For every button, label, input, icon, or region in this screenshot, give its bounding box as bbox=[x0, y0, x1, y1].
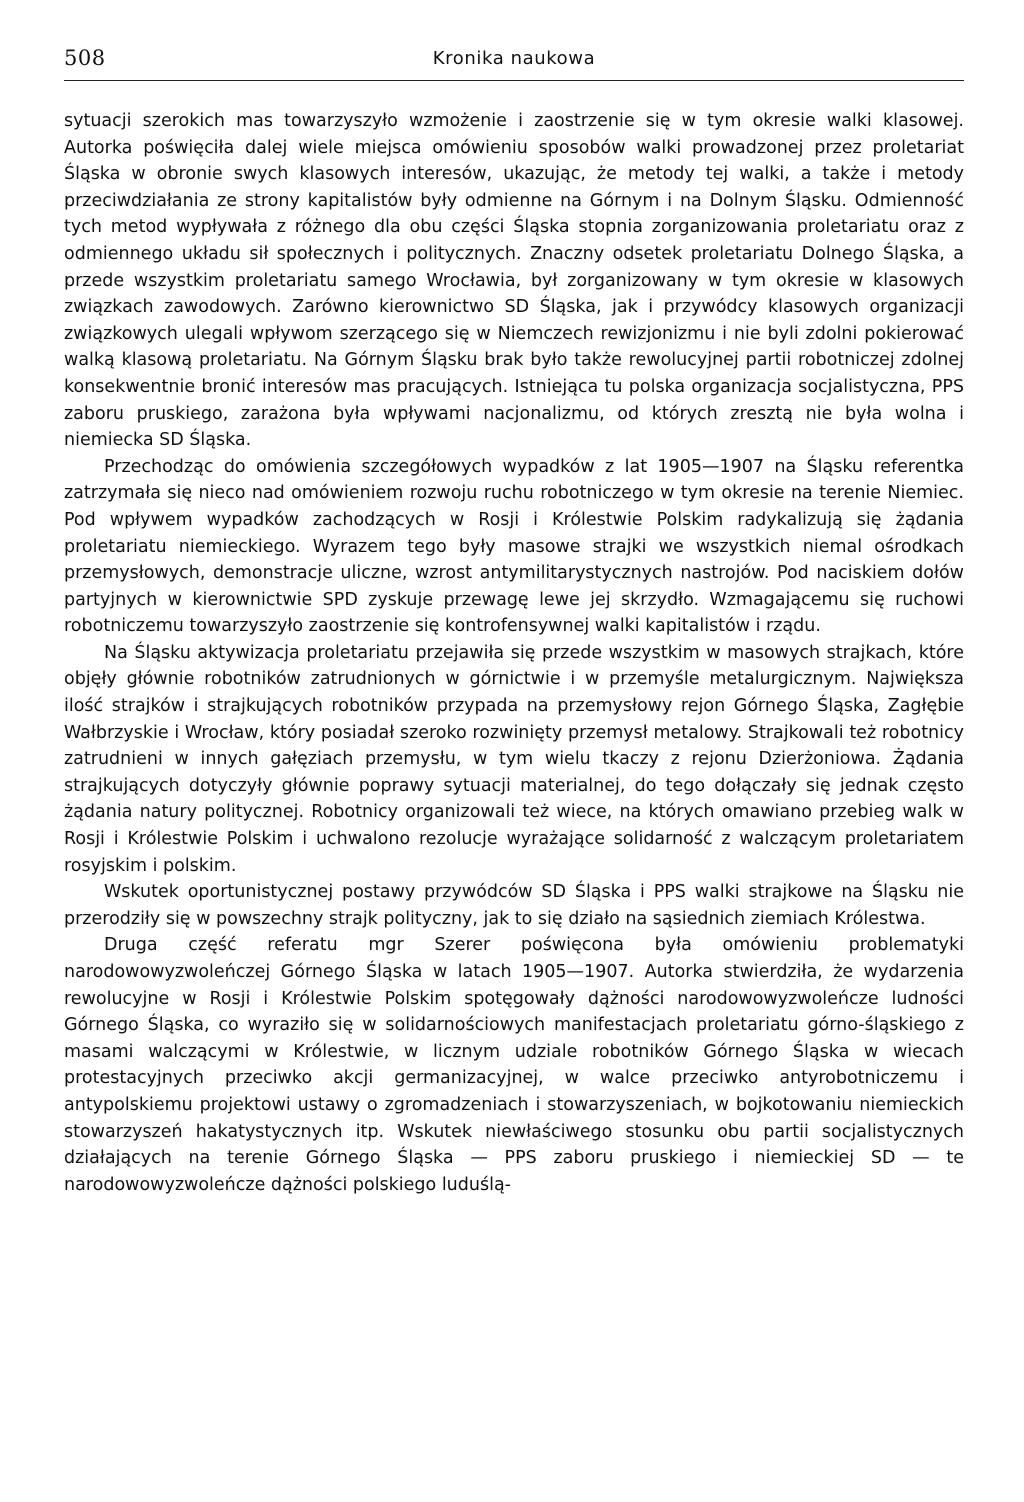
body-text bbox=[64, 108, 964, 1198]
running-header bbox=[64, 40, 964, 81]
paragraph-continued: sytuacji szerokich mas towarzyszyło wzmożenie i zaostrzenie się w tym okresie walki klasowej. Autorka poświęciła dalej wiele miejsca omówieniu sposobów walki prowadzonej przez proletariat Śląska w obronie swych klasowych interesów, ukazując, że metody tej walki, a także i metody przeciwdziałania ze strony kapitalistów były odmienne na Górnym i na Dolnym Śląsku. Odmienność tych metod wypływała z różnego dla obu części Śląska stopnia zorganizowania proletariatu oraz z odmiennego układu sił społecznych i politycznych. Znaczny odsetek proletariatu Dolnego Śląska, a przede wszystkim proletariatu samego Wrocławia, był zorganizowany w tym okresie w klasowych związkach zawodowych. Zarówno kierownictwo SD Śląska, jak i przywódcy klasowych organizacji związkowych ulegali wpływom szerzącego się w Niemczech rewizjonizmu i nie byli zdolni pokierować walką klasową proletariatu. Na Górnym Śląsku brak było także rewolucyjnej partii robotniczej zdolnej konsekwentnie bronić interesów mas pracujących. Istniejąca tu polska organizacja socjalistyczna, PPS zaboru pruskiego, zarażona była wpływami nacjonalizmu, od których zresztą nie była wolna i niemiecka SD Śląska. bbox=[64, 111, 964, 451]
paragraph: Przechodząc do omówienia szczegółowych wypadków z lat 1905—1907 na Śląsku referentka zatrzymała się nieco nad omówieniem rozwoju ruchu robotniczego w tym okresie na terenie Niemiec. Pod wpływem wypadków zachodzących w Rosji i Królestwie Polskim radykalizują się żądania proletariatu niemieckiego. Wyrazem tego były masowe strajki we wszystkich niemal ośrodkach przemysłowych, demonstracje uliczne, wzrost antymilitarystycznych nastrojów. Pod naciskiem dołów partyjnych w kierownictwie SPD zyskuje przewagę lewe jej skrzydło. Wzmagającemu się ruchowi robotniczemu towarzyszyło zaostrzenie się kontrofensywnej walki kapitalistów i rządu. bbox=[64, 456, 964, 637]
running-title: Kronika naukowa bbox=[432, 48, 596, 69]
paragraph: Wskutek oportunistycznej postawy przywódców SD Śląska i PPS walki strajkowe na Śląsku nie przerodziły się w powszechny strajk polityczny, jak to się działo na sąsiednich ziemiach Królestwa. bbox=[64, 882, 964, 929]
page-number: 508 bbox=[64, 46, 106, 70]
paragraph: Na Śląsku aktywizacja proletariatu przejawiła się przede wszystkim w masowych strajkach, które objęły głównie robotników zatrudnionych w górnictwie i w przemyśle metalurgicznym. Największa ilość strajków i strajkujących robotników przypada na przemysłowy rejon Górnego Śląska, Zagłębie Wałbrzyskie i Wrocław, który posiadał szeroko rozwinięty przemysł metalowy. Strajkowali też robotnicy zatrudnieni w innych gałęziach przemysłu, w tym wielu tkaczy z rejonu Dzierżoniowa. Żądania strajkujących dotyczyły głównie poprawy sytuacji materialnej, do tego dołączały się jednak często żądania natury politycznej. Robotnicy organizowali też wiece, na których omawiano przebieg walk w Rosji i Królestwie Polskim i uchwalono rezolucje wyrażające solidarność z walczącym proletariatem rosyjskim i polskim. bbox=[64, 642, 964, 876]
paragraph: Druga część referatu mgr Szerer poświęcona była omówieniu problematyki narodowowyzwoleńczej Górnego Śląska w latach 1905—1907. Autorka stwierdziła, że wydarzenia rewolucyjne w Rosji i Królestwie Polskim spotęgowały dążności narodowowyzwoleńcze ludności Górnego Śląska, co wyraziło się w solidarnościowych manifestacjach proletariatu górno-śląskiego z masami walczącymi w Królestwie, w licznym udziale robotników Górnego Śląska w wiecach protestacyjnych przeciwko akcji germanizacyjnej, w walce przeciwko antyrobotniczemu i antypolskiemu projektowi ustawy o zgromadzeniach i stowarzyszeniach, w bojkotowaniu niemieckich stowarzyszeń hakatystycznych itp. Wskutek niewłaściwego stosunku obu partii socjalistycznych działających na terenie Górnego Śląska — PPS zaboru pruskiego i niemieckiej SD — te narodowowyzwoleńcze dążności polskiego luduślą- bbox=[64, 935, 964, 1195]
book-page bbox=[64, 40, 964, 1198]
